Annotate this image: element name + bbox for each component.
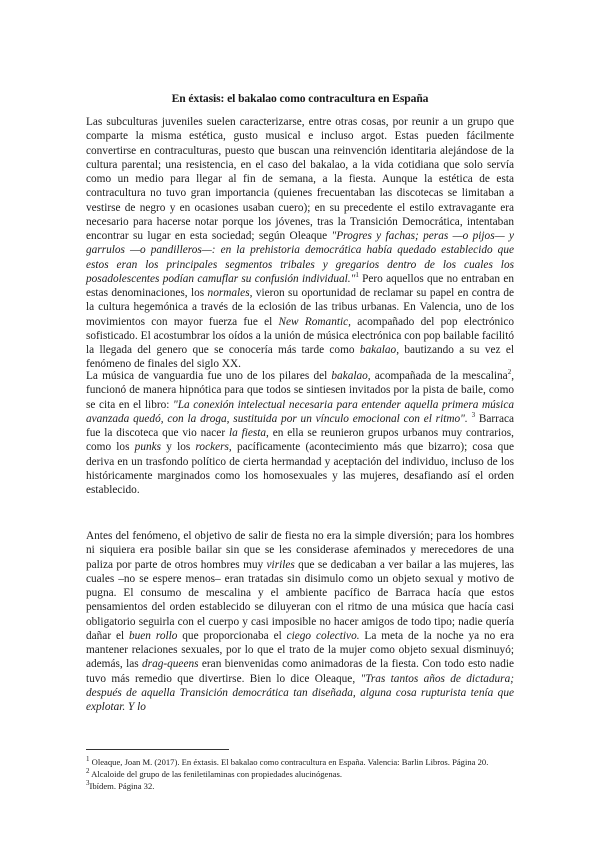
emphasis: buen rollo	[129, 629, 178, 642]
text-run: , funcionó de manera hipnótica para que todos se sintiesen invitados por la pista de baile, como se cita en el libro:	[86, 370, 515, 411]
emphasis: viriles	[266, 558, 295, 571]
emphasis: bakalao,	[331, 370, 371, 382]
footnote-text: Alcaloide del grupo de las feniletilaminas con propiedades alucinógenas.	[89, 769, 342, 780]
emphasis: bakalao,	[359, 344, 400, 356]
page-title: En éxtasis: el bakalao como contracultura en España	[171, 92, 429, 105]
text-run: que proporcionaba el	[177, 629, 287, 642]
footnotes	[86, 757, 514, 794]
text-run: acompañado del pop electrónico sofisticado. El acostumbrar los oídos a la unión de música electrónica con pop bailable facilitó la llegada del genero que se conocería más tarde como	[86, 315, 515, 356]
text-run: La música de vanguardia fue uno de los pilares del	[86, 370, 332, 382]
text-run: Barraca fue la discoteca que vio nacer	[86, 412, 514, 439]
text-run: pacíficamente (acontecimiento más que bizarro); cosa que deriva en un trasfondo político de cierta hermandad y aceptación del individuo, incluso de los históricamente marginados como los homosexuales y las mujeres, desafiando así el orden establecido.	[86, 441, 514, 496]
quote-libro: "La conexión intelectual necesaria para entender aquella primera música avanzada quedó, con la droga, sustituida por un vínculo emocional con el ritmo".	[86, 398, 514, 425]
text-run: eran bienvenidas como animadoras de la fiesta. Con todo esto nadie tuvo más remedio que divertirse. Bien lo dice Oleaque,	[86, 658, 514, 685]
footnote-ref-2[interactable]: 2	[507, 368, 512, 377]
footnote-2	[86, 769, 514, 780]
paragraph-1	[86, 115, 514, 372]
emphasis: New Romantic,	[278, 315, 351, 328]
text-run: y los	[161, 441, 196, 454]
text-run: bautizando a su vez el fenómeno de finales del siglo XX.	[86, 344, 514, 371]
footnote-1	[86, 757, 514, 768]
emphasis: rockers,	[195, 441, 232, 454]
footnote-number: 3	[86, 779, 90, 788]
text-run: La meta de la noche ya no era mantener relaciones sexuales, por lo que el trato de la mujer como objeto sexual disminuyó; además, las	[86, 629, 514, 671]
footnote-number: 1	[86, 755, 90, 764]
emphasis: ciego colectivo.	[286, 629, 360, 642]
text-run: acompañada de la mescalina	[370, 370, 508, 382]
footnote-text: Oleaque, Joan M. (2017). En éxtasis. El bakalao como contracultura en España. Valencia: Barlin Libros. Página 20.	[89, 757, 489, 767]
emphasis: la fiesta,	[228, 427, 269, 439]
footnote-text: Ibídem. Página 32.	[89, 781, 155, 792]
text-run: que se dedicaban a ver bailar a las mujeres, las cuales –no se espere menos– eran tratadas sin disimulo como un objeto sexual y motivo de pugna. El consumo de mescalina y el ambiente pacífico de Barraca hacía que estos pensamientos del orden establecido se diluyeran con el ritmo de una música que hacía casi obligatorio seguirla con el cuerpo y casi imposible no hacer amigos de todo tipo; nadie quería dañar el	[86, 558, 514, 642]
footnote-3	[86, 781, 514, 792]
emphasis: normales,	[207, 287, 253, 299]
paragraph-2	[86, 369, 514, 497]
text-run: Antes del fenómeno, el objetivo de salir de fiesta no era la simple diversión; para los hombres ni siquiera era posible bailar sin que se les considerase afeminados y merecedores de una paliza por parte de otros hombres muy	[86, 530, 514, 571]
emphasis: drag-queens	[142, 658, 199, 671]
footnote-ref-3[interactable]: 3	[471, 410, 476, 419]
quote-oleaque: "Progres y fachas; peras —o pijos— y garrulos —o pandilleros—: en la prehistoria democrática había quedado establecido que estos eran los principales segmentos tribales y gregarios dentro de los cuales los posadolescentes podían camuflar su confusión individual."	[86, 230, 514, 285]
paragraph-3	[86, 529, 514, 714]
text-run: Las subculturas juveniles suelen caracterizarse, entre otras cosas, por reunir a un grupo que comparte la misma estética, gusto musical e incluso argot. Estas pueden fácilmente convertirse en contraculturas, puesto que buscan una reinvención identitaria alejándose de la cultura parental; una resistencia, en el caso del bakalao, a la vida cotidiana que solo servía como un medio para llegar al fin de semana, a la fiesta. Aunque la estética de esta contracultura no tuvo gran importancia (quienes frecuentaban las discotecas se limitaban a vestirse de negro y en ocasiones usaban cuero); en su precedente el estilo extravagante era necesario para hacerse notar porque los jóvenes, tras la Transición Democrática, intentaban encontrar su lugar en esta sociedad; según Oleaque	[86, 116, 514, 242]
text-run: en ella se reunieron grupos urbanos muy contrarios, como los	[86, 427, 514, 454]
footnote-ref-1[interactable]: 1	[355, 270, 359, 279]
emphasis: punks	[134, 441, 162, 454]
text-run: Pero aquellos que no entraban en estas denominaciones, los	[86, 272, 514, 299]
quote-oleaque-2: "Tras tantos años de dictadura; después de aquella Transición democrática tan diseñada, alguna cosa rupturista tenía que explotar. Y lo	[86, 672, 514, 713]
text-run: vieron su oportunidad de reclamar su papel en contra de la cultura hegemónica a través de la eclosión de las tribus urbanas. En Valencia, uno de los movimientos con mayor fuerza fue el	[86, 287, 515, 328]
footnote-number: 2	[86, 767, 90, 776]
footnote-separator	[86, 749, 229, 750]
document-page	[86, 0, 514, 848]
